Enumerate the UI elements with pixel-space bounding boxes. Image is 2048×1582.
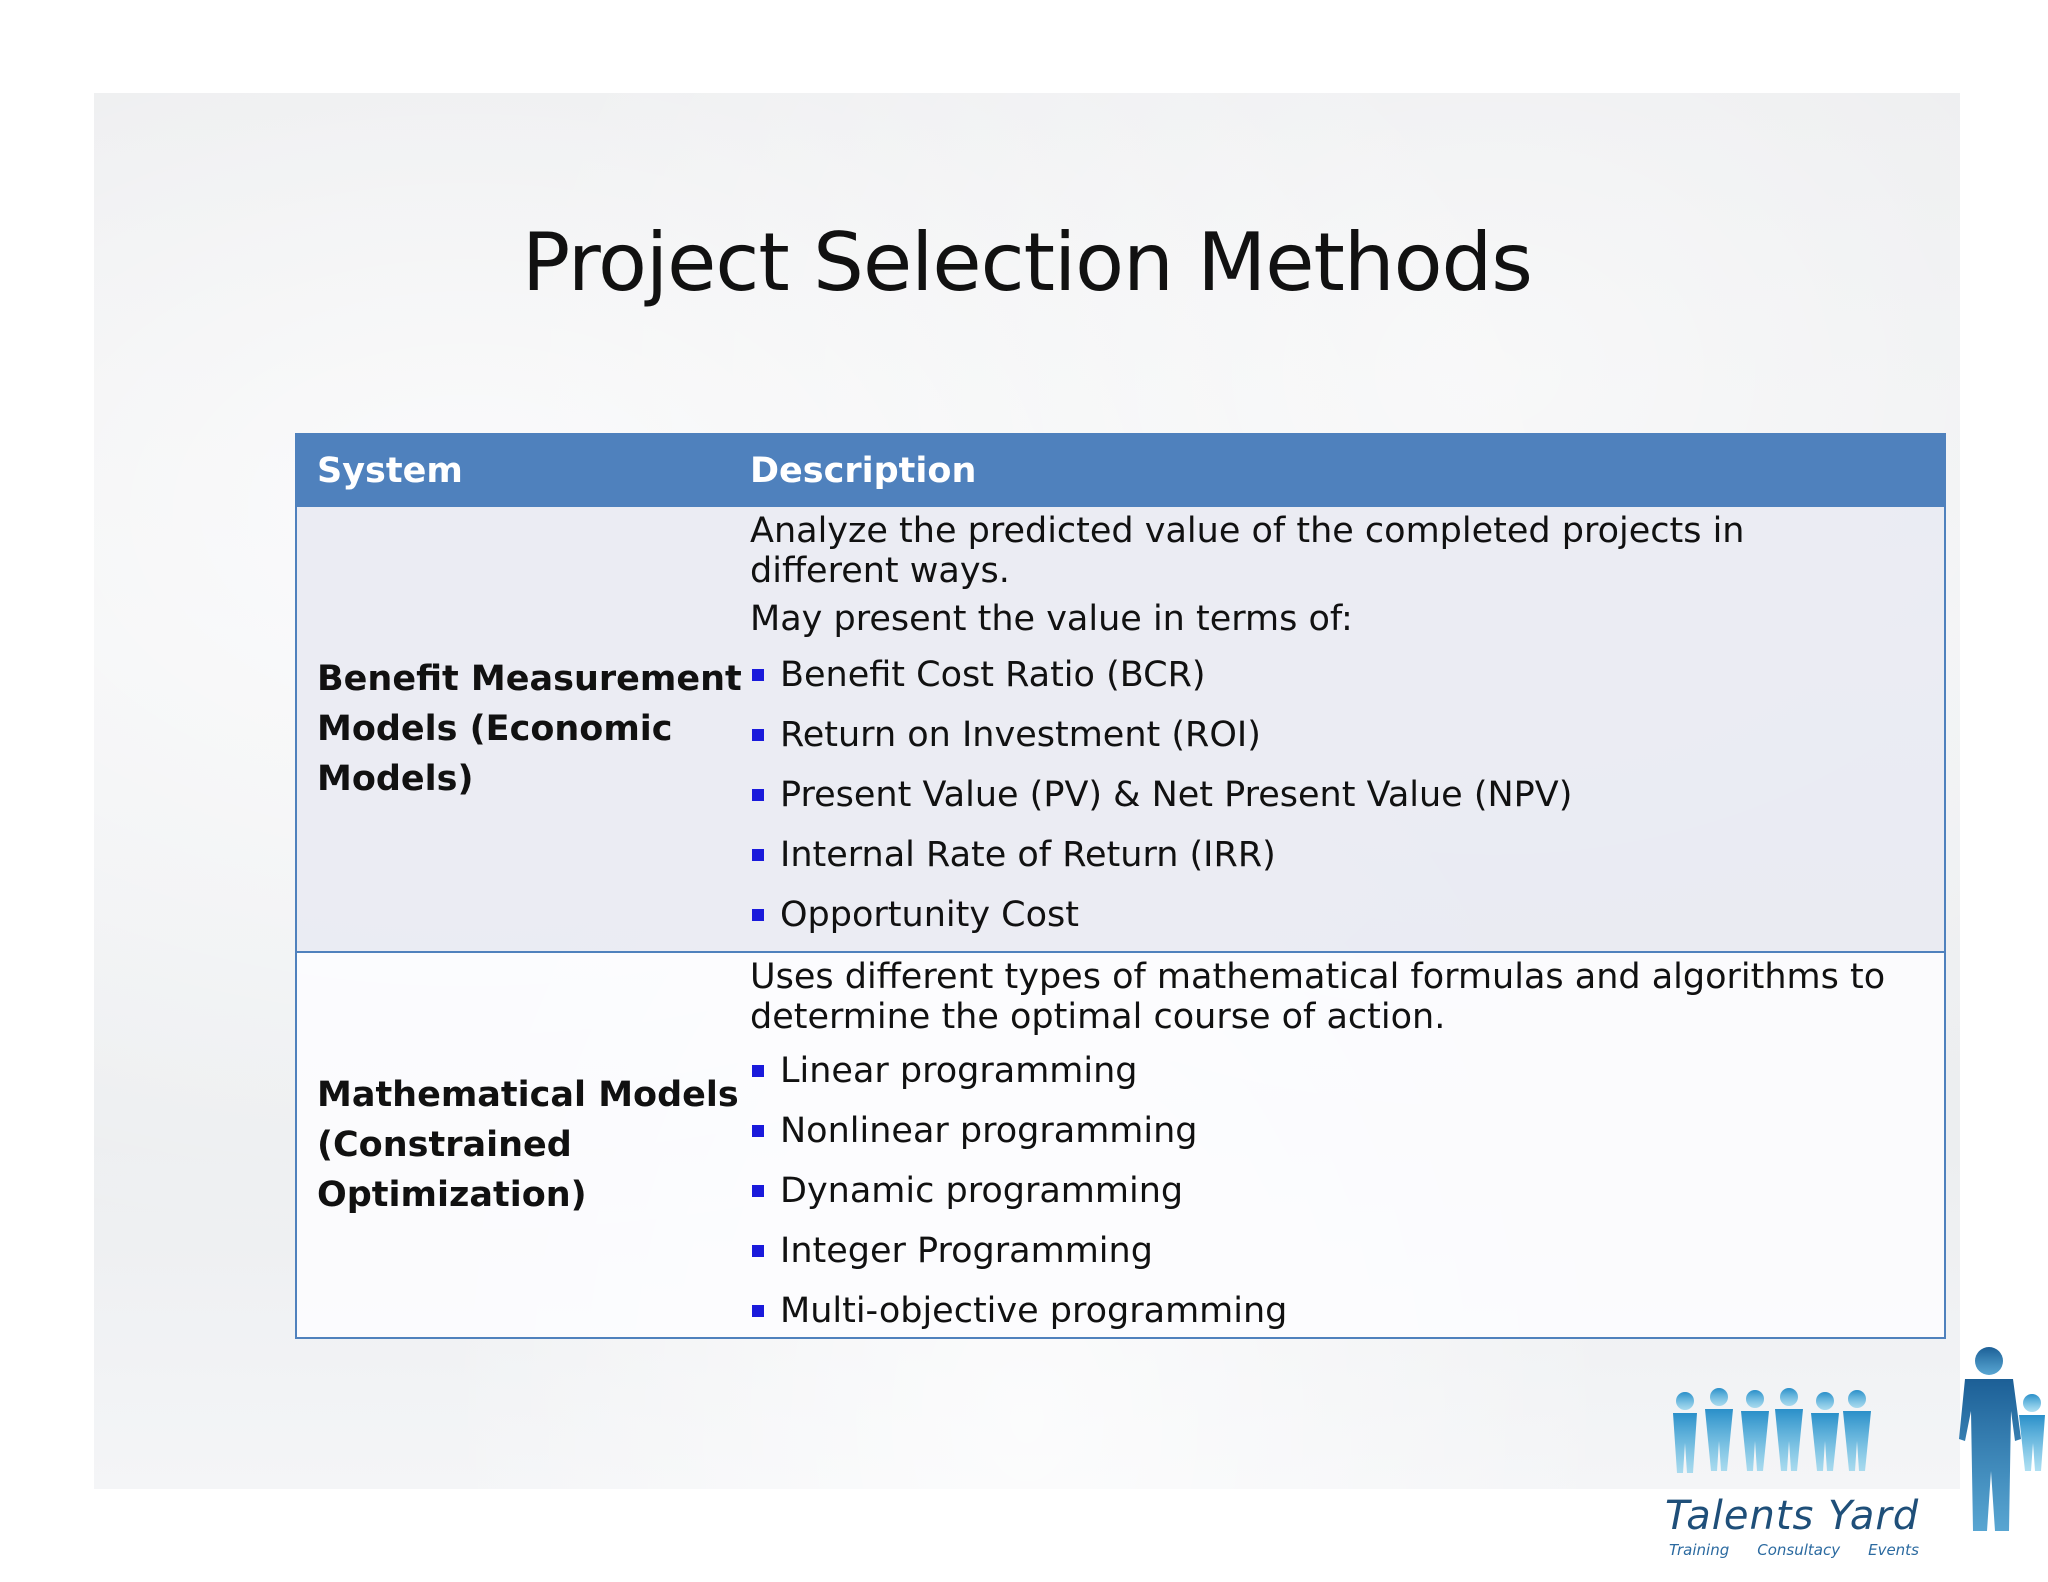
table-header-row: [297, 435, 1944, 507]
square-bullet-icon: [752, 1305, 764, 1317]
list-item: [750, 1041, 1944, 1101]
logo-tagline-item: Events: [1868, 1541, 1919, 1559]
description-sub: May present the value in terms of:: [750, 599, 1353, 639]
list-item-text: Integer Programming: [780, 1231, 1153, 1271]
description-cell: [750, 953, 1944, 1337]
system-cell: Mathematical Models (Constrained Optimization): [317, 1075, 739, 1215]
list-item-text: Present Value (PV) & Net Present Value (NPV): [780, 775, 1573, 815]
square-bullet-icon: [752, 1245, 764, 1257]
list-item: [750, 825, 1944, 885]
list-item-text: Internal Rate of Return (IRR): [780, 835, 1276, 875]
list-item-text: Benefit Cost Ratio (BCR): [780, 655, 1206, 695]
logo-tagline-item: Training: [1669, 1541, 1730, 1559]
square-bullet-icon: [752, 909, 764, 921]
list-item-text: Return on Investment (ROI): [780, 715, 1261, 755]
bullet-list: [750, 645, 1944, 945]
square-bullet-icon: [752, 1065, 764, 1077]
description-cell: [750, 507, 1944, 951]
logo-tagline: [1669, 1541, 1919, 1559]
list-item: [750, 765, 1944, 825]
square-bullet-icon: [752, 789, 764, 801]
header-description: Description: [750, 451, 977, 491]
list-item-text: Nonlinear programming: [780, 1111, 1198, 1151]
header-system: System: [317, 451, 463, 491]
list-item-text: Dynamic programming: [780, 1171, 1184, 1211]
system-cell: Benefit Measurement Models (Economic Models): [317, 659, 742, 799]
company-logo: [1657, 1343, 2048, 1563]
logo-tagline-item: Consultacy: [1757, 1541, 1841, 1559]
list-item-text: Opportunity Cost: [780, 895, 1079, 935]
square-bullet-icon: [752, 669, 764, 681]
square-bullet-icon: [752, 1125, 764, 1137]
square-bullet-icon: [752, 729, 764, 741]
bullet-list: [750, 1041, 1944, 1341]
square-bullet-icon: [752, 849, 764, 861]
list-item: [750, 1101, 1944, 1161]
description-intro: Analyze the predicted value of the completed projects in different ways.: [750, 511, 1745, 591]
slide: [94, 93, 1960, 1559]
list-item: [750, 705, 1944, 765]
list-item-text: Multi-objective programming: [780, 1291, 1288, 1331]
list-item: [750, 1161, 1944, 1221]
list-item: [750, 645, 1944, 705]
logo-name: Talents Yard: [1665, 1493, 1920, 1539]
slide-title: Project Selection Methods: [522, 216, 1532, 309]
selection-methods-table: [295, 433, 1946, 1339]
square-bullet-icon: [752, 1185, 764, 1197]
table-row: [297, 507, 1944, 953]
table-row: [297, 953, 1944, 1337]
description-intro: Uses different types of mathematical formulas and algorithms to determine the optimal course of action.: [750, 957, 1886, 1037]
list-item: [750, 1221, 1944, 1281]
list-item: [750, 885, 1944, 945]
list-item: [750, 1281, 1944, 1341]
list-item-text: Linear programming: [780, 1051, 1138, 1091]
